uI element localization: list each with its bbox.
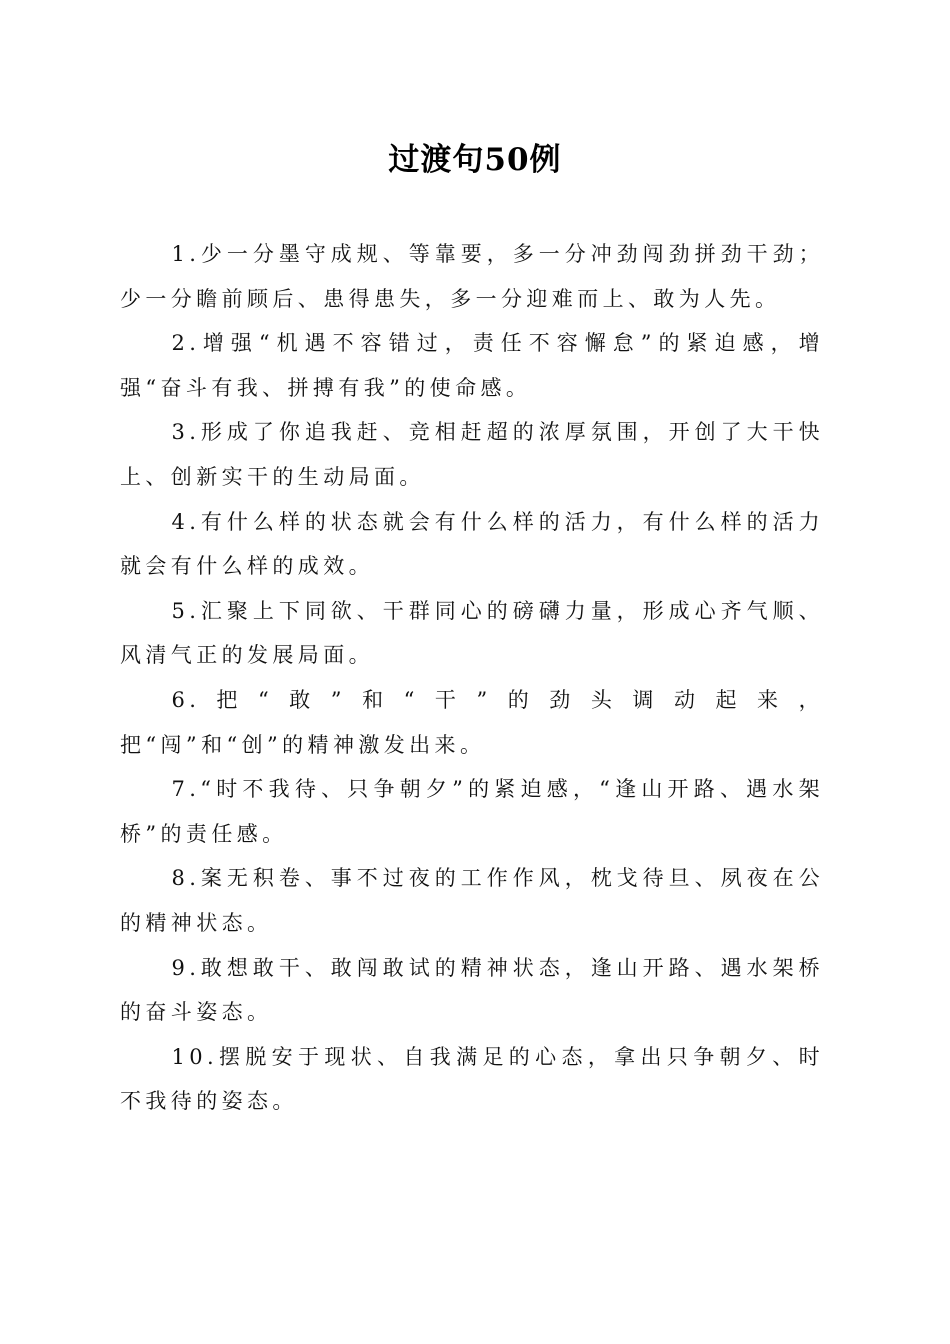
list-item-line: 把“闯”和“创”的精神激发出来。 [120,732,486,757]
list-item: 2.增强“机遇不容错过，责任不容懈怠”的紧迫感，增强“奋斗有我、拼搏有我”的使命感。 [120,331,824,400]
list-item: 4.有什么样的状态就会有什么样的活力，有什么样的活力就会有什么样的成效。 [120,509,824,579]
list-item: 1.少一分墨守成规、等靠要，多一分冲劲闯劲拼劲干劲；少一分瞻前顾后、患得患失，多一分迎难而上、敢为人先。 [120,242,824,311]
list-item: 3.形成了你追我赶、竞相赶超的浓厚氛围，开创了大干快上、创新实干的生动局面。 [120,420,824,489]
list-item [120,678,824,767]
list-item: 5.汇聚上下同欲、干群同心的磅礴力量，形成心齐气顺、风清气正的发展局面。 [120,598,824,668]
document-title: 过渡句50例 [388,142,562,178]
list-item: 9.敢想敢干、敢闯敢试的精神状态，逢山开路、遇水架桥的奋斗姿态。 [120,955,824,1025]
list-item: 10.摆脱安于现状、自我满足的心态，拿出只争朝夕、时不我待的姿态。 [120,1044,824,1114]
document-body [120,232,824,1124]
list-item-line: 6.把“敢”和“干”的劲头调动起来， [171,687,824,712]
list-item: 7.“时不我待、只争朝夕”的紧迫感，“逢山开路、遇水架桥”的责任感。 [120,777,824,846]
list-item: 8.案无积卷、事不过夜的工作作风，枕戈待旦、夙夜在公的精神状态。 [120,866,824,935]
